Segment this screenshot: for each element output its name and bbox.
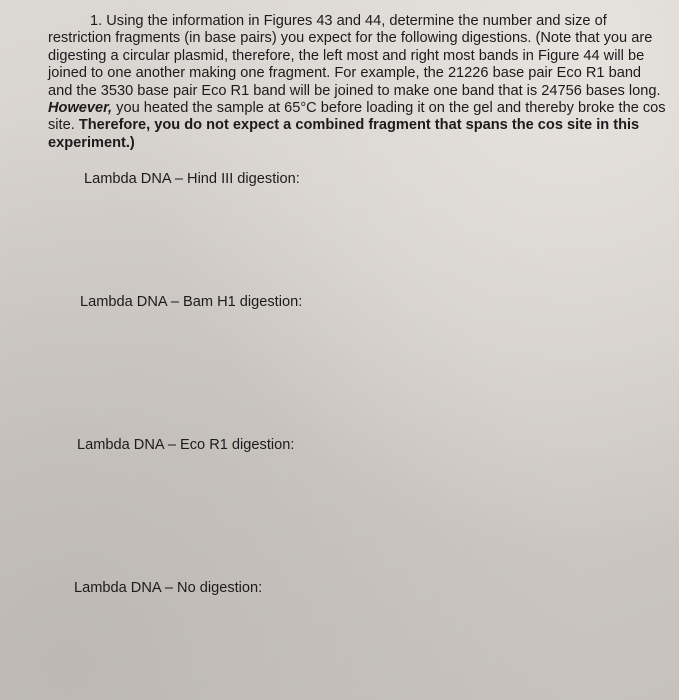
question-text <box>48 13 668 152</box>
question-bold-end: Therefore, you do not expect a combined fragment that spans the cos site in this experiment.) <box>48 117 640 151</box>
digestion-label-eco-r1: Lambda DNA – Eco R1 digestion: <box>77 437 295 453</box>
digestion-label-bam-h1: Lambda DNA – Bam H1 digestion: <box>80 294 303 310</box>
question-middle: you heated the sample at 65°C before loading it on the gel and thereby broke the cos site. <box>48 100 666 134</box>
digestion-label-hind-iii: Lambda DNA – Hind III digestion: <box>84 171 300 187</box>
question-intro: Using the information in Figures 43 and 44, determine the number and size of restriction fragments (in base pairs) you expect for the following digestions. (Note that you are digesting a circular plasmid, therefore, the left most and right most bands in Figure 44 will be joined to one another making one fragment. For example, the 21226 base pair Eco R1 band and the 3530 base pair Eco R1 band will be joined to make one band that is 24756 bases long. <box>48 13 661 99</box>
question-however: However, <box>48 100 113 117</box>
question-number: 1. <box>90 13 103 29</box>
digestion-label-no-digestion: Lambda DNA – No digestion: <box>74 580 263 596</box>
bleed-through-text <box>95 342 615 361</box>
